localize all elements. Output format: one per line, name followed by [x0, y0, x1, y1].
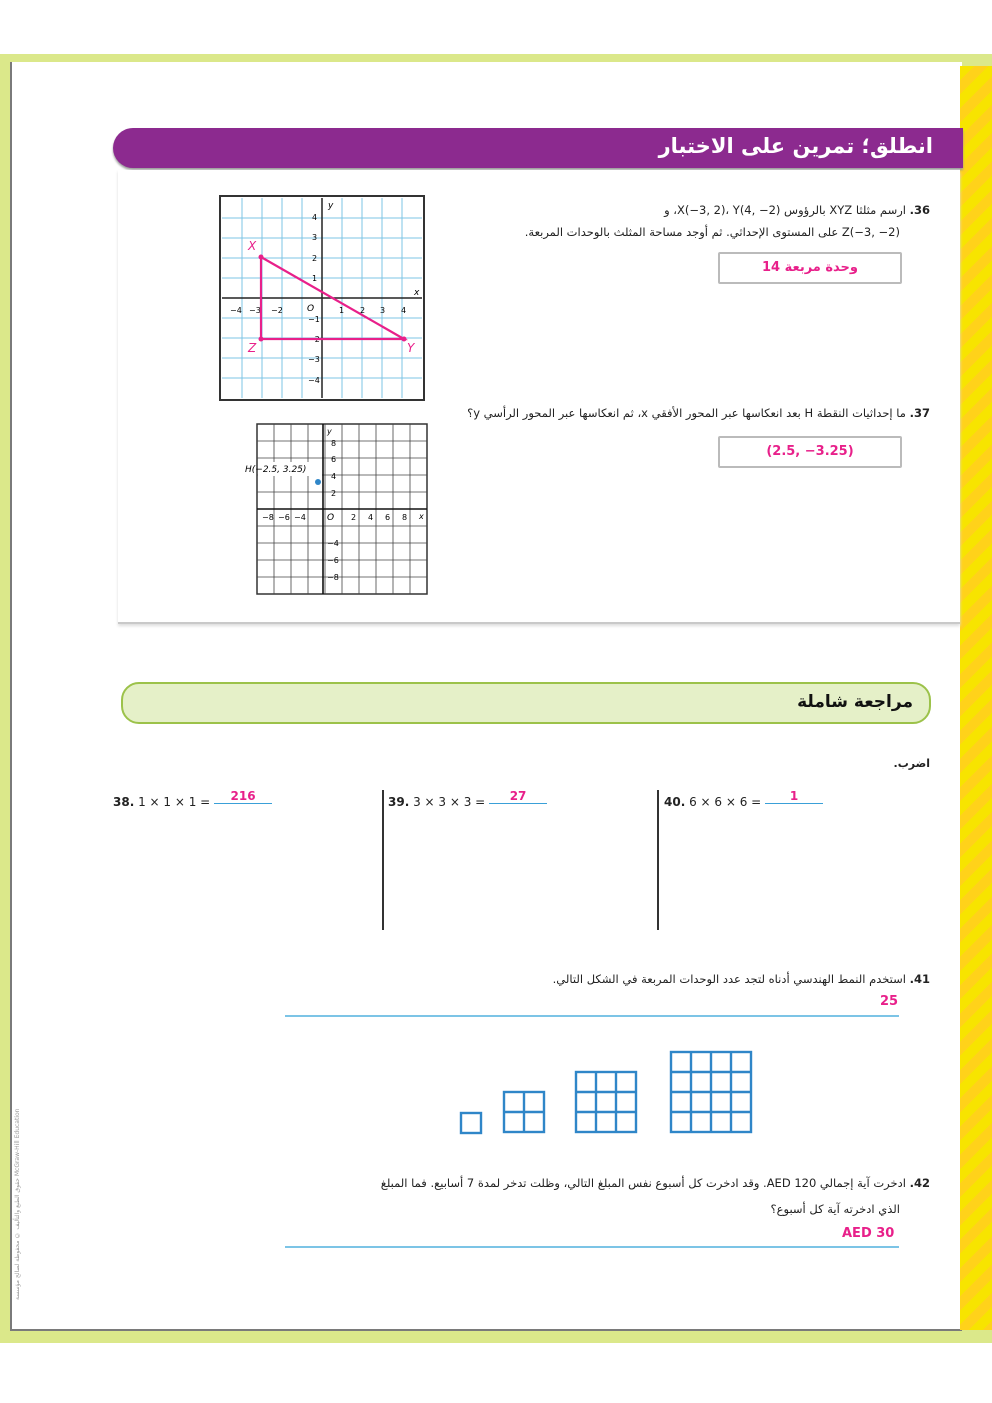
q40: [664, 789, 823, 810]
pattern-square-1: [461, 1113, 481, 1133]
q36-ytick: 4: [312, 213, 318, 222]
q39-number: 39.: [388, 795, 410, 809]
point-z: [259, 337, 264, 342]
q42-line1: ادخرت آية إجمالي AED 120. وقد ادخرت كل أسبوع نفس المبلغ التالي، وظلت تدخر لمدة 7 أسابيع. فما المبلغ: [380, 1176, 906, 1190]
point-y: [402, 337, 407, 342]
q41-answer-line: [285, 1015, 899, 1017]
q37-answer-box[interactable]: (2.5, −3.25): [718, 436, 902, 468]
q39-expression: 3 × 3 × 3 =: [413, 795, 486, 809]
q36-line1: ارسم مثلثا XYZ بالرؤوس X(−3, 2)، Y(4, −2)، و: [664, 203, 906, 217]
side-stripe: [960, 66, 992, 1330]
q38-number: 38.: [113, 795, 135, 809]
test-practice-banner: [113, 128, 963, 168]
q41-question: استخدم النمط الهندسي أدناه لتجد عدد الوحدات المربعة في الشكل التالي.: [552, 972, 906, 986]
q37-ytick: −8: [327, 573, 339, 582]
q42-answer[interactable]: AED 30: [842, 1226, 895, 1241]
label-y: Y: [407, 341, 415, 355]
q37-coordinate-grid: [245, 422, 429, 598]
side-credit: حقوق الطبع والتأليف © محفوظة لصالح مؤسسة McGraw-Hill Education: [14, 1108, 21, 1300]
q37-xtick: 2: [351, 513, 357, 522]
divider: [382, 790, 384, 930]
q42-answer-line: [285, 1246, 899, 1248]
point-h: [315, 479, 321, 485]
q36-number: 36.: [909, 203, 930, 217]
q36-ytick: 3: [312, 233, 318, 242]
q37-ytick: 8: [331, 439, 337, 448]
q37-ytick: −4: [327, 539, 339, 548]
q36-ytick: 2: [312, 254, 318, 263]
q37-x-axis-label: x: [419, 512, 424, 521]
q36-xtick: −3: [249, 306, 261, 315]
q36-y-axis-label: y: [328, 201, 334, 211]
banner-title: انطلق؛ تمرين على الاختبار: [658, 134, 933, 158]
multiply-instruction: اضرب.: [893, 757, 930, 770]
q37-ytick: 4: [331, 472, 337, 481]
q40-expression: 6 × 6 × 6 =: [689, 795, 762, 809]
q36-ytick: −2: [308, 335, 320, 344]
q36-xtick: 3: [380, 306, 386, 315]
q36-ytick: −1: [308, 315, 320, 324]
q38-expression: 1 × 1 × 1 =: [138, 795, 211, 809]
q36-line2: Z(−3, −2) على المستوى الإحداثي. ثم أوجد مساحة المثلث بالوحدات المربعة.: [524, 225, 900, 239]
q37-xtick: −6: [278, 513, 290, 522]
q37-ytick: −6: [327, 556, 339, 565]
q41-text: [553, 968, 930, 990]
pattern-square-2: [504, 1092, 544, 1132]
label-z: Z: [248, 341, 257, 355]
pattern-square-4: [671, 1052, 751, 1132]
q36-ytick: 1: [312, 274, 318, 283]
q37-xtick: −8: [262, 513, 274, 522]
q42-number: 42.: [909, 1176, 930, 1190]
q36-x-axis-label: x: [414, 288, 420, 298]
q37-y-axis-label: y: [327, 427, 332, 436]
q36-xtick: 4: [401, 306, 407, 315]
q36-ytick: −3: [308, 355, 320, 364]
q37-ytick: 6: [331, 455, 337, 464]
q36-coordinate-grid: [218, 194, 426, 402]
q36-text: [664, 199, 930, 221]
q36-xtick: −2: [271, 306, 283, 315]
q37-number: 37.: [909, 406, 930, 420]
q37-xtick: −4: [294, 513, 306, 522]
q40-number: 40.: [664, 795, 686, 809]
q42-line2: الذي ادخرته آية كل أسبوع؟: [770, 1202, 900, 1216]
q36-xtick: 1: [339, 306, 345, 315]
label-x: X: [248, 239, 257, 253]
point-x: [259, 255, 264, 260]
q41-answer[interactable]: 25: [880, 994, 899, 1009]
q37-xtick: 4: [368, 513, 374, 522]
q37-ytick: 2: [331, 489, 337, 498]
q39-answer[interactable]: 27: [489, 789, 547, 804]
square-pattern: [455, 1048, 759, 1138]
q42-text: [381, 1172, 930, 1194]
q39: [388, 789, 547, 810]
q36-answer-box[interactable]: 14 وحدة مربعة: [718, 252, 902, 284]
q36-xtick: −4: [230, 306, 242, 315]
review-banner: [121, 682, 931, 724]
point-h-label: H(−2.5, 3.25): [245, 465, 307, 475]
q38: [113, 789, 272, 810]
q37-origin-label: O: [327, 513, 335, 523]
q41-number: 41.: [909, 972, 930, 986]
q37-text: [467, 402, 930, 424]
q38-answer[interactable]: 216: [214, 789, 272, 804]
pattern-square-3: [576, 1072, 636, 1132]
q37-question: ما إحداثيات النقطة H بعد انعكاسها عبر المحور الأفقي x، ثم انعكاسها عبر المحور الرأسي y؟: [467, 406, 906, 420]
q36-origin-label: O: [307, 304, 315, 314]
divider: [657, 790, 659, 930]
q36-ytick: −4: [308, 376, 320, 385]
q37-xtick: 8: [402, 513, 408, 522]
review-title: مراجعة شاملة: [797, 692, 913, 712]
q40-answer[interactable]: 1: [765, 789, 823, 804]
q37-xtick: 6: [385, 513, 391, 522]
q36-xtick: 2: [360, 306, 366, 315]
